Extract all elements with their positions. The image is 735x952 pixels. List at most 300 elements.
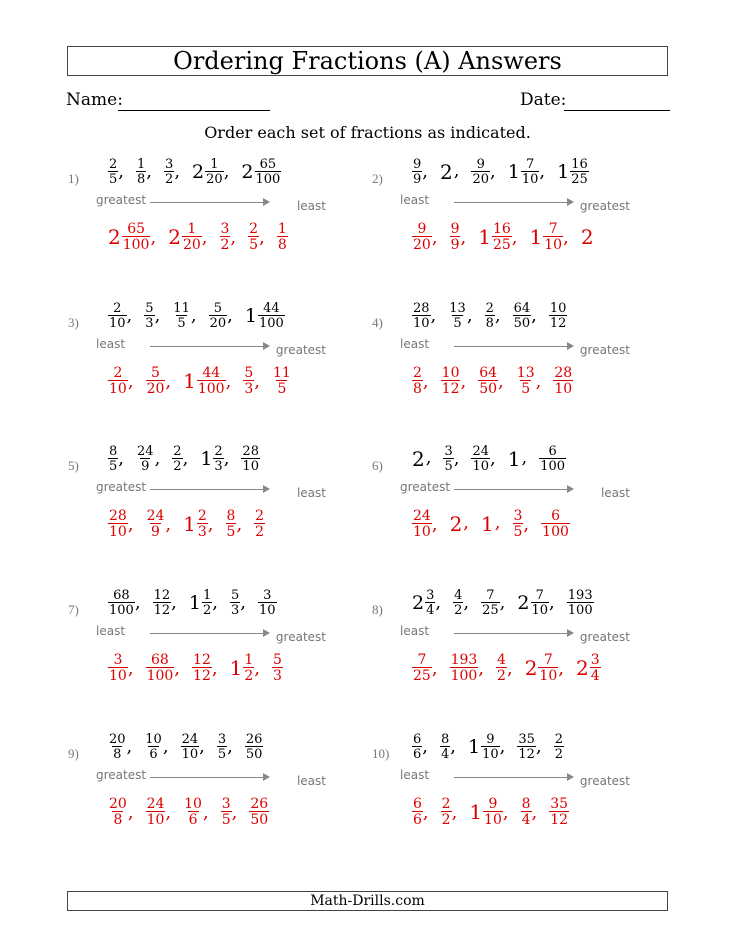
question-row: [108, 440, 272, 478]
denominator: 10: [539, 668, 558, 684]
numerator: 24: [181, 732, 199, 747]
separator-comma: ,: [211, 658, 218, 679]
separator-comma: ,: [535, 736, 542, 757]
fraction-item: [554, 733, 564, 761]
fraction: [241, 445, 260, 473]
numerator: 8: [441, 732, 450, 747]
separator-comma: ,: [451, 802, 458, 823]
fraction-item: [272, 653, 283, 683]
fraction: [567, 589, 594, 617]
denominator: 10: [413, 316, 430, 331]
arrow-icon: [454, 202, 570, 203]
fraction-item: [412, 158, 428, 186]
denominator: 12: [441, 381, 460, 397]
denominator: 100: [122, 237, 150, 253]
denominator: 5: [109, 172, 118, 187]
numerator: 10: [549, 301, 567, 316]
whole-number: 2: [412, 447, 425, 471]
fraction-item: [567, 589, 594, 617]
separator-comma: ,: [466, 305, 473, 326]
separator-comma: ,: [225, 371, 232, 392]
separator-comma: ,: [494, 305, 501, 326]
denominator: 12: [518, 747, 535, 762]
fraction: [146, 797, 166, 827]
fraction: [516, 366, 536, 396]
fraction-item: [181, 733, 205, 761]
fraction-item: [516, 366, 542, 396]
fraction-item: [183, 366, 231, 396]
fraction-item: [450, 222, 467, 252]
fraction: [202, 589, 212, 617]
fraction-item: [468, 733, 505, 761]
fraction-item: [183, 797, 209, 827]
fraction-item: [108, 797, 134, 827]
denominator: 3: [197, 524, 207, 540]
denominator: 3: [230, 603, 240, 618]
separator-comma: ,: [535, 371, 542, 392]
separator-comma: ,: [201, 227, 208, 248]
numerator: 10: [145, 732, 162, 747]
separator-comma: ,: [531, 305, 537, 326]
fraction: [521, 797, 532, 827]
denominator: 2: [202, 603, 212, 618]
separator-comma: ,: [422, 802, 429, 823]
denominator: 25: [571, 172, 588, 187]
numerator: 65: [259, 157, 277, 172]
problem-1: [68, 153, 338, 268]
numerator: 193: [450, 652, 478, 668]
denominator: 2: [454, 603, 463, 618]
denominator: 2: [497, 668, 506, 684]
numerator: 12: [193, 652, 211, 668]
separator-comma: ,: [431, 514, 438, 535]
order-direction: [96, 193, 326, 213]
fraction: [277, 222, 288, 252]
separator-comma: ,: [523, 514, 530, 535]
numerator: 16: [492, 221, 511, 237]
separator-comma: ,: [425, 446, 432, 468]
fraction-item: [541, 509, 570, 539]
fraction-item: [412, 222, 438, 252]
whole-number: 2: [412, 592, 425, 614]
answer-row: [412, 648, 613, 688]
fraction: [136, 445, 155, 473]
separator-comma: ,: [207, 514, 214, 535]
denominator: 3: [145, 316, 154, 331]
fraction-item: [553, 366, 573, 396]
numerator: 64: [479, 365, 498, 381]
numerator: 35: [550, 796, 569, 812]
fraction: [182, 222, 202, 252]
fraction-item: [108, 302, 132, 330]
numerator: 28: [242, 444, 259, 459]
fraction-item: [517, 733, 541, 761]
direction-left-label: least: [400, 193, 430, 207]
separator-comma: ,: [539, 161, 546, 182]
separator-comma: ,: [499, 736, 506, 757]
fraction: [483, 797, 503, 827]
fraction-item: [172, 302, 196, 330]
numerator: 44: [263, 301, 280, 316]
numerator: 24: [146, 508, 165, 524]
problem-10: [372, 728, 642, 843]
separator-comma: ,: [463, 511, 470, 533]
fraction: [144, 302, 154, 330]
numerator: 24: [413, 508, 431, 524]
numerator: 2: [413, 365, 422, 381]
arrow-icon: [150, 777, 266, 778]
fraction-item: [412, 589, 441, 617]
fraction-item: [525, 653, 564, 683]
fraction: [492, 222, 512, 252]
numerator: 6: [548, 444, 557, 459]
problem-3: [68, 297, 338, 412]
fraction-item: [277, 222, 288, 252]
fraction-item: [443, 445, 459, 473]
numerator: 7: [417, 652, 427, 668]
separator-comma: ,: [453, 159, 460, 181]
separator-comma: ,: [422, 371, 429, 392]
separator-comma: ,: [430, 305, 437, 326]
fraction-item: [508, 447, 527, 472]
denominator: 10: [109, 524, 127, 540]
separator-comma: ,: [127, 514, 134, 535]
fraction-item: [496, 653, 513, 683]
fraction-item: [254, 509, 265, 539]
fraction-item: [108, 222, 156, 252]
numerator: 2: [554, 732, 563, 747]
denominator: 6: [149, 747, 158, 762]
fraction: [108, 158, 118, 186]
fraction: [412, 797, 423, 827]
arrow-icon: [454, 489, 570, 490]
numerator: 3: [221, 796, 231, 812]
direction-right-label: least: [296, 774, 326, 788]
fraction: [554, 733, 564, 761]
separator-comma: ,: [223, 161, 230, 182]
fraction: [146, 366, 166, 396]
fraction: [122, 222, 151, 252]
numerator: 6: [551, 508, 560, 524]
separator-comma: ,: [127, 802, 134, 823]
fraction-item: [412, 447, 431, 472]
numerator: 1: [210, 157, 219, 172]
fraction: [440, 733, 450, 761]
fraction: [539, 445, 566, 473]
numerator: 4: [454, 588, 463, 603]
fraction: [172, 445, 182, 473]
fraction-item: [450, 512, 469, 537]
whole-number: 2: [241, 161, 254, 183]
fraction: [441, 366, 461, 396]
order-direction: [96, 624, 326, 644]
fraction-item: [108, 589, 141, 617]
denominator: 10: [109, 381, 127, 397]
separator-comma: ,: [171, 592, 177, 613]
numerator: 1: [202, 588, 212, 603]
answer-row: [412, 217, 607, 257]
fraction: [197, 509, 208, 539]
denominator: 100: [197, 381, 225, 397]
separator-comma: ,: [422, 161, 429, 182]
numerator: 7: [535, 588, 544, 603]
denominator: 10: [482, 747, 499, 762]
separator-comma: ,: [254, 658, 260, 679]
direction-right-label: greatest: [579, 343, 630, 357]
fraction-item: [200, 445, 229, 473]
numerator: 28: [554, 365, 573, 381]
separator-comma: ,: [146, 161, 153, 182]
numerator: 4: [497, 652, 506, 668]
numerator: 68: [113, 588, 130, 603]
fraction: [136, 158, 146, 186]
arrow-icon: [150, 633, 266, 634]
fraction-item: [243, 366, 260, 396]
numerator: 193: [567, 588, 593, 603]
numerator: 3: [220, 221, 230, 237]
fraction: [513, 302, 532, 330]
denominator: 20: [206, 172, 223, 187]
numerator: 3: [444, 444, 453, 459]
separator-comma: ,: [227, 736, 233, 757]
numerator: 2: [113, 365, 123, 381]
denominator: 4: [426, 603, 435, 618]
separator-comma: ,: [478, 658, 485, 679]
separator-comma: ,: [506, 658, 513, 679]
separator-comma: ,: [199, 736, 205, 757]
separator-comma: ,: [223, 448, 230, 469]
fraction: [517, 733, 536, 761]
question-row: [412, 297, 579, 335]
denominator: 4: [590, 668, 600, 684]
fraction: [272, 366, 292, 396]
direction-left-label: least: [400, 624, 430, 638]
fraction-item: [485, 302, 501, 330]
numerator: 20: [109, 732, 126, 747]
fraction-item: [189, 589, 218, 617]
numerator: 2: [113, 301, 122, 316]
fraction-item: [172, 445, 188, 473]
numerator: 7: [525, 157, 535, 172]
question-row: [108, 584, 289, 622]
numerator: 13: [449, 301, 466, 316]
fraction: [543, 222, 563, 252]
separator-comma: ,: [236, 514, 243, 535]
arrow-icon: [150, 346, 266, 347]
direction-left-label: least: [400, 337, 430, 351]
separator-comma: ,: [126, 736, 133, 757]
fraction-item: [513, 302, 537, 330]
denominator: 5: [217, 747, 227, 762]
fraction-item: [549, 302, 568, 330]
numerator: 7: [543, 652, 553, 668]
numerator: 3: [165, 157, 174, 172]
denominator: 2: [244, 668, 254, 684]
numerator: 3: [263, 588, 272, 603]
question-row: [108, 728, 275, 766]
fraction: [108, 589, 135, 617]
numerator: 2: [485, 301, 494, 316]
numerator: 44: [202, 365, 221, 381]
fraction: [108, 653, 128, 683]
direction-left-label: greatest: [400, 480, 451, 494]
separator-comma: ,: [490, 161, 496, 182]
separator-comma: ,: [150, 227, 157, 248]
numerator: 9: [486, 732, 495, 747]
separator-comma: ,: [118, 161, 125, 182]
direction-left-label: least: [96, 624, 126, 638]
whole-number: 1: [469, 800, 483, 824]
numerator: 5: [230, 588, 240, 603]
denominator: 100: [258, 316, 284, 331]
whole-number: 1: [557, 161, 570, 183]
fraction: [221, 797, 232, 827]
separator-comma: ,: [549, 592, 555, 613]
problem-number: 10): [372, 746, 390, 761]
whole-number: 1: [507, 161, 520, 183]
direction-right-label: greatest: [579, 774, 630, 788]
numerator: 2: [197, 508, 207, 524]
denominator: 20: [413, 237, 431, 253]
denominator: 100: [146, 668, 174, 684]
fraction-item: [209, 302, 233, 330]
numerator: 9: [450, 221, 460, 237]
denominator: 100: [109, 603, 134, 618]
problem-9: [68, 728, 338, 843]
answer-row: [108, 792, 281, 832]
denominator: 5: [177, 316, 186, 331]
fraction-item: [539, 445, 566, 473]
order-direction: [400, 337, 630, 357]
fraction-item: [108, 366, 134, 396]
separator-comma: ,: [502, 802, 509, 823]
denominator: 9: [413, 172, 422, 187]
fraction-item: [146, 509, 172, 539]
denominator: 10: [413, 524, 431, 540]
fraction: [258, 302, 285, 330]
fraction-item: [108, 158, 124, 186]
denominator: 5: [444, 459, 453, 474]
question-row: [108, 297, 297, 335]
denominator: 8: [113, 747, 122, 762]
footer: Math-Drills.com: [67, 891, 668, 911]
whole-number: 1: [507, 447, 521, 471]
fraction-item: [453, 589, 469, 617]
fraction-item: [412, 509, 438, 539]
fraction-item: [412, 653, 438, 683]
fraction-item: [412, 797, 429, 827]
denominator: 5: [249, 237, 259, 253]
numerator: 12: [153, 588, 171, 603]
numerator: 3: [217, 732, 227, 747]
separator-comma: ,: [165, 802, 172, 823]
direction-right-label: greatest: [579, 199, 630, 213]
numerator: 65: [127, 221, 146, 237]
numerator: 9: [413, 157, 422, 172]
fraction: [108, 445, 118, 473]
numerator: 64: [513, 301, 531, 316]
fraction-item: [226, 509, 243, 539]
fraction: [450, 222, 461, 252]
whole-number: 1: [478, 225, 491, 249]
fraction-item: [412, 302, 436, 330]
problem-number: 2): [372, 171, 383, 186]
numerator: 11: [272, 365, 291, 381]
fraction: [144, 733, 163, 761]
fraction: [538, 653, 558, 683]
whole-number: 1: [183, 512, 196, 536]
denominator: 10: [146, 812, 165, 828]
denominator: 10: [521, 172, 539, 187]
problem-number: 1): [68, 171, 79, 186]
fraction-item: [440, 160, 459, 185]
separator-comma: ,: [254, 371, 260, 392]
fraction-item: [241, 158, 281, 186]
numerator: 2: [173, 444, 182, 459]
numerator: 3: [426, 588, 435, 603]
fraction-item: [192, 653, 218, 683]
fraction: [258, 589, 277, 617]
denominator: 5: [226, 524, 236, 540]
fraction-item: [153, 589, 177, 617]
denominator: 12: [153, 603, 171, 618]
separator-comma: ,: [460, 371, 467, 392]
fraction-item: [136, 445, 160, 473]
separator-comma: ,: [190, 305, 197, 326]
denominator: 6: [413, 812, 422, 828]
numerator: 9: [488, 796, 498, 812]
separator-comma: ,: [240, 592, 246, 613]
fraction: [412, 653, 432, 683]
direction-right-label: least: [600, 486, 630, 500]
fraction: [181, 733, 200, 761]
whole-number: 2: [192, 161, 205, 183]
denominator: 3: [214, 459, 223, 474]
whole-number: 1: [468, 736, 481, 758]
fraction-item: [440, 733, 456, 761]
problem-number: 3): [68, 315, 79, 330]
separator-comma: ,: [162, 736, 169, 757]
numerator: 11: [173, 301, 190, 316]
numerator: 6: [413, 796, 422, 812]
fraction: [183, 797, 203, 827]
fraction: [254, 509, 265, 539]
problem-number: 9): [68, 746, 79, 761]
denominator: 8: [413, 381, 422, 397]
problem-number: 4): [372, 315, 383, 330]
denominator: 100: [450, 668, 478, 684]
separator-comma: ,: [126, 305, 133, 326]
denominator: 20: [182, 237, 201, 253]
fraction-item: [108, 445, 124, 473]
fraction-item: [249, 797, 269, 827]
direction-right-label: greatest: [275, 343, 326, 357]
denominator: 25: [492, 237, 511, 253]
separator-comma: ,: [231, 802, 238, 823]
numerator: 10: [441, 365, 460, 381]
numerator: 1: [187, 221, 197, 237]
fraction-item: [248, 222, 265, 252]
whole-number: 1: [244, 305, 257, 327]
problem-6: [372, 440, 642, 555]
numerator: 2: [249, 221, 259, 237]
fraction: [481, 733, 500, 761]
denominator: 4: [441, 747, 450, 762]
whole-number: 2: [449, 512, 463, 536]
fraction: [478, 366, 498, 396]
denominator: 5: [277, 381, 287, 397]
numerator: 2: [441, 796, 451, 812]
